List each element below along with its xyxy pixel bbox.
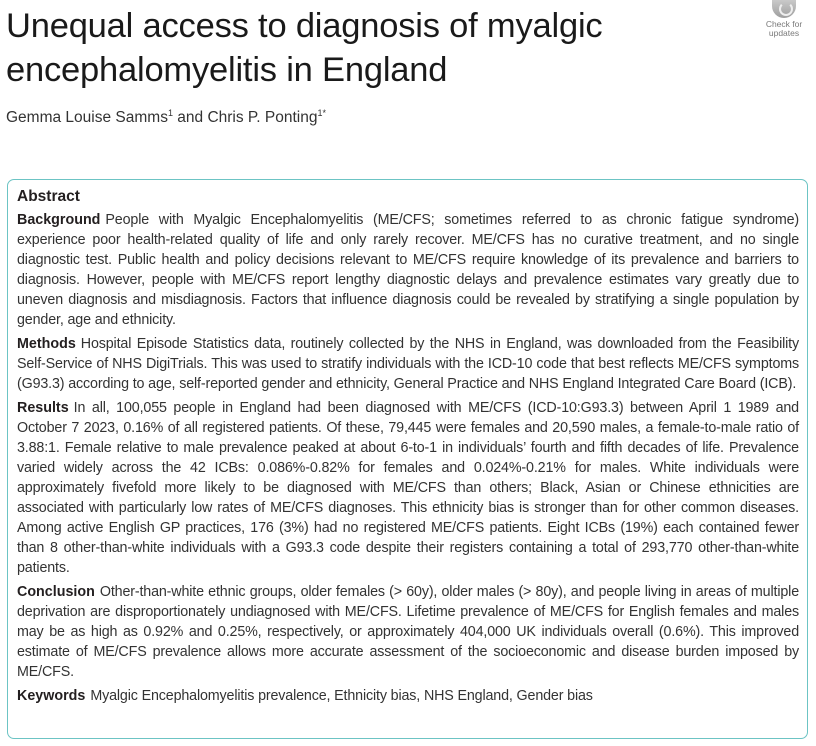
author-list (6, 108, 326, 128)
abstract-keywords (17, 686, 799, 706)
article-title (6, 4, 746, 92)
author-name[interactable]: Gemma Louise Samms (6, 109, 168, 126)
section-label: Background (17, 212, 101, 228)
abstract-conclusion (17, 582, 799, 682)
badge-label-line2: updates (768, 28, 800, 38)
abstract-content (17, 187, 799, 710)
author-separator: and (172, 109, 208, 126)
check-for-updates-badge[interactable] (759, 0, 809, 42)
section-label: Methods (17, 336, 76, 352)
abstract-background (17, 210, 799, 330)
section-text: Hospital Episode Statistics data, routinely collected by the NHS in England, was downloaded from the Feasibility Self-Service of NHS DigiTrials. This was used to stratify individuals with the ICD-10 code that best reflects ME/CFS symptoms (G93.3) according to age, self-reported gender and ethnicity, General Practice and NHS England Integrated Care Board (ICB). (17, 336, 799, 392)
affiliation-marker: 1 (167, 108, 173, 118)
refresh-icon (772, 0, 796, 18)
keywords-text: Myalgic Encephalomyelitis prevalence, Ethnicity bias, NHS England, Gender bias (90, 688, 593, 704)
abstract-methods (17, 334, 799, 394)
section-text: In all, 100,055 people in England had been diagnosed with ME/CFS (ICD-10:G93.3) between April 1 1989 and October 7 2023, 0.16% of all registered patients. Of these, 79,445 were females and 20,590 males, a female-to-male ratio of 3.88:1. Female relative to male prevalence peaked at about 6-to-1 in individuals’ fourth and fifth decades of life. Prevalence varied widely across the 42 ICBs: 0.086%-0.82% for females and 0.024%-0.21% for males. White individuals were approximately fivefold more likely to be diagnosed with ME/CFS than others; Black, Asian or Chinese ethnicities are associated with particularly low rates of ME/CFS diagnoses. This ethnicity bias is stronger than for other common diseases. Among active English GP practices, 176 (3%) had no registered ME/CFS patients. Eight ICBs (19%) each contained fewer than 8 other-than-white individuals with a G93.3 code despite their registers containing a total of 293,770 other-than-white patients. (17, 400, 799, 576)
article-title-line1: Unequal access to diagnosis of myalgic (6, 7, 603, 45)
abstract-heading: Abstract (17, 188, 80, 205)
article-title-line2: encephalomyelitis in England (6, 51, 448, 89)
section-label: Results (17, 400, 69, 416)
badge-label (766, 20, 802, 38)
affiliation-marker: 1* (317, 108, 326, 118)
section-text: Other-than-white ethnic groups, older females (> 60y), older males (> 80y), and people living in areas of multiple deprivation are disproportionately undiagnosed with ME/CFS. Lifetime prevalence of ME/CFS for English females and males may be as high as 0.92% and 0.25%, respectively, or approximately 404,000 UK individuals overall (0.6%). This improved estimate of ME/CFS prevalence allows more accurate assessment of the socioeconomic and disease burden imposed by ME/CFS. (17, 584, 799, 680)
author-name[interactable]: Chris P. Ponting (207, 109, 318, 126)
section-label: Conclusion (17, 584, 95, 600)
abstract-box (7, 179, 808, 739)
badge-label-line1: Check for (765, 19, 803, 29)
abstract-results (17, 398, 799, 578)
section-text: People with Myalgic Encephalomyelitis (ME/CFS; sometimes referred to as chronic fatigue syndrome) experience poor health-related quality of life and only rarely recover. ME/CFS has no curative treatment, and no single diagnostic test. Public health and policy decisions relevant to ME/CFS require knowledge of its prevalence and barriers to diagnosis. However, people with ME/CFS report lengthy diagnostic delays and prevalence estimates vary greatly due to uneven diagnosis and misdiagnosis. Factors that influence diagnosis could be revealed by stratifying a single population by gender, age and ethnicity. (17, 212, 799, 328)
section-label: Keywords (17, 688, 86, 704)
